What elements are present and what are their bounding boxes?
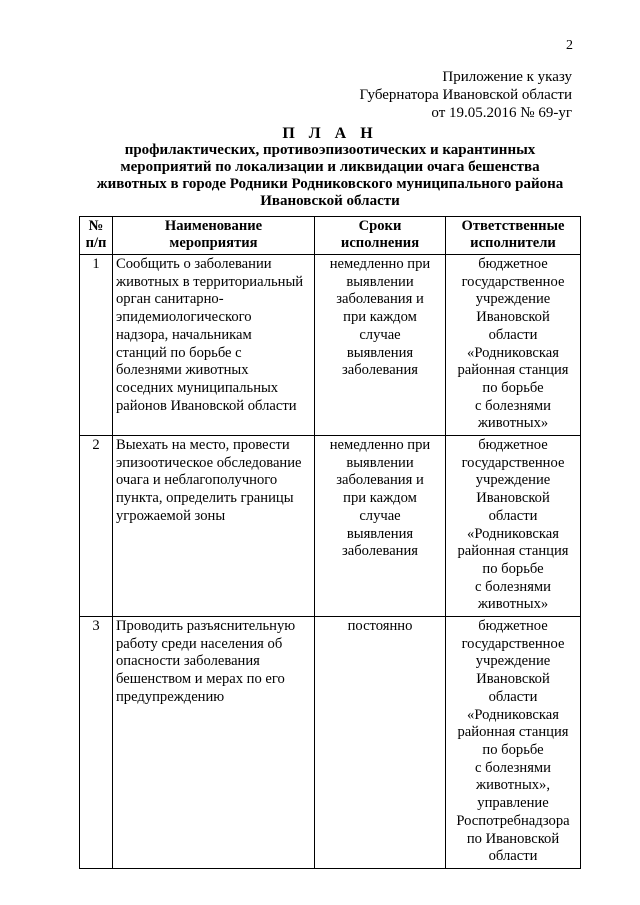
table-header-row xyxy=(80,217,581,255)
row-action: Проводить разъяснительную работу среди населения об опасности заболевания бешенством и мерах по его предупреждению xyxy=(113,617,315,869)
row-number: 2 xyxy=(80,436,113,617)
measures-table xyxy=(79,216,581,869)
table-row xyxy=(80,617,581,869)
row-number: 1 xyxy=(80,255,113,436)
appendix-line-3: от 19.05.2016 № 69-уг xyxy=(431,105,572,121)
row-term: немедленно при выявлении заболевания и при каждом случае выявления заболевания xyxy=(315,436,446,617)
row-number: 3 xyxy=(80,617,113,869)
header-term: Сроки исполнения xyxy=(315,217,446,255)
plan-heading: П Л А Н xyxy=(282,125,378,142)
plan-subtitle: профилактических, противоэпизоотических и карантинных мероприятий по локализации и ликвидации очага бешенства животных в городе Родники Родниковского муниципального района Ивановской области xyxy=(96,142,564,209)
appendix-line-2: Губернатора Ивановской области xyxy=(359,87,572,103)
appendix-header xyxy=(272,68,572,122)
row-action: Сообщить о заболевании животных в территориальный орган санитарно- эпидемиологического надзора, начальникам станций по борьбе с болезнями животных соседних муниципальных районов Ивановской области xyxy=(113,255,315,436)
page-number: 2 xyxy=(566,38,573,53)
row-term: постоянно xyxy=(315,617,446,869)
row-term: немедленно при выявлении заболевания и при каждом случае выявления заболевания xyxy=(315,255,446,436)
row-responsible: бюджетное государственное учреждение Ивановской области «Родниковская районная станция по борьбе с болезнями животных», управление Роспотребнадзора по Ивановской области xyxy=(446,617,581,869)
document-title xyxy=(80,125,580,210)
table-row xyxy=(80,436,581,617)
row-responsible: бюджетное государственное учреждение Ивановской области «Родниковская районная станция по борьбе с болезнями животных» xyxy=(446,436,581,617)
header-action: Наименование мероприятия xyxy=(113,217,315,255)
row-action: Выехать на место, провести эпизоотическое обследование очага и неблагополучного пункта, определить границы угрожаемой зоны xyxy=(113,436,315,617)
row-responsible: бюджетное государственное учреждение Ивановской области «Родниковская районная станция по борьбе с болезнями животных» xyxy=(446,255,581,436)
appendix-line-1: Приложение к указу xyxy=(442,69,572,85)
header-number: № п/п xyxy=(80,217,113,255)
table-row xyxy=(80,255,581,436)
header-responsible: Ответственные исполнители xyxy=(446,217,581,255)
